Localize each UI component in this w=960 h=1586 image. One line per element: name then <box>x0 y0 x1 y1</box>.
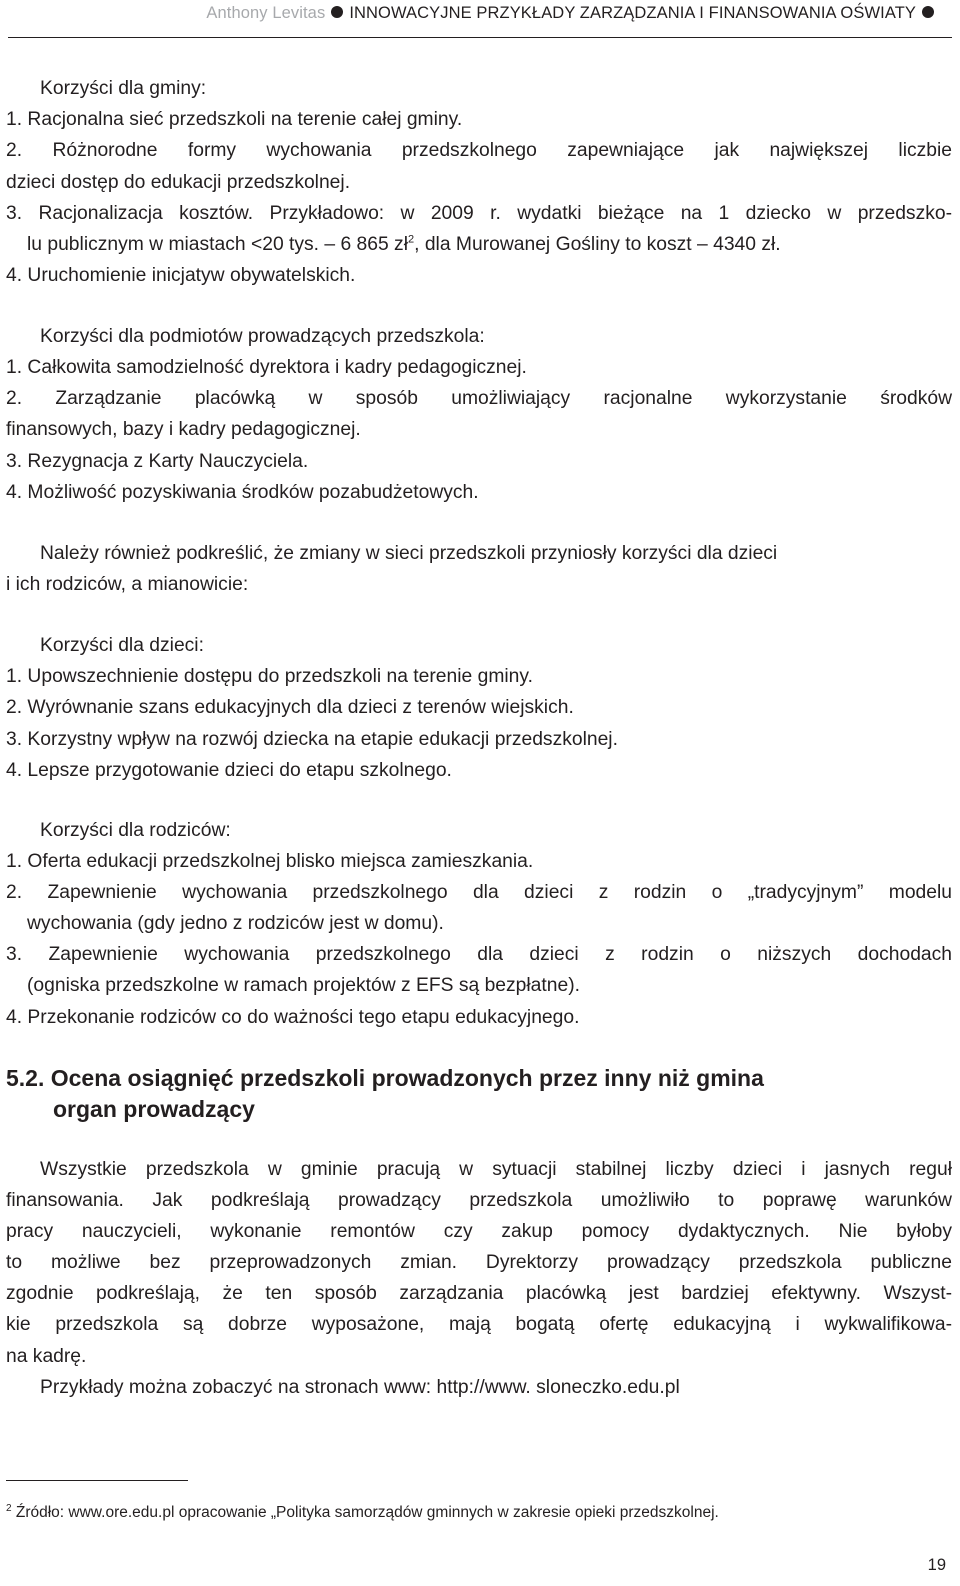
header-author: Anthony Levitas <box>206 4 326 22</box>
footnote-text: Źródło: www.ore.edu.pl opracowanie „Polityka samorządów gminnych w zakresie opieki przedszkolnej. <box>11 1504 719 1521</box>
section-title-line-2: organ prowadzący <box>53 1096 255 1122</box>
dzieci-item-3: 3. Korzystny wpływ na rozwój dziecka na etapie edukacji przedszkolnej. <box>6 729 618 750</box>
rodzice-item-2-line1: 2. Zapewnienie wychowania przedszkolnego dla dzieci z rodzin o „tradycyjnym” modelu <box>6 882 952 903</box>
header-rule <box>8 37 952 38</box>
gmina-item-3-text-b: , dla Murowanej Gośliny to koszt – 4340 zł. <box>414 234 781 255</box>
podmioty-item-2-line1: 2. Zarządzanie placówką w sposób umożliwiający racjonalne wykorzystanie środków <box>6 388 952 409</box>
podmioty-heading: Korzyści dla podmiotów prowadzących przedszkola: <box>40 326 485 347</box>
body-line-2: finansowania. Jak podkreślają prowadzący przedszkola umożliwiło to poprawę warunków <box>6 1190 952 1211</box>
rodzice-item-3-line2: (ogniska przedszkolne w ramach projektów z EFS są bezpłatne). <box>27 975 580 996</box>
gmina-item-4: 4. Uruchomienie inicjatyw obywatelskich. <box>6 265 356 286</box>
dzieci-heading: Korzyści dla dzieci: <box>40 635 204 656</box>
podmioty-item-4: 4. Możliwość pozyskiwania środków pozabudżetowych. <box>6 482 479 503</box>
dzieci-item-1: 1. Upowszechnienie dostępu do przedszkoli na terenie gminy. <box>6 666 533 687</box>
gmina-item-3-line1: 3. Racjonalizacja kosztów. Przykładowo: w 2009 r. wydatki bieżące na 1 dziecko w przedszko- <box>6 203 952 224</box>
rodzice-item-3-line1: 3. Zapewnienie wychowania przedszkolnego dla dzieci z rodzin o niższych dochodach <box>6 944 952 965</box>
body-line-8: Przykłady można zobaczyć na stronach www: http://www. sloneczko.edu.pl <box>40 1377 680 1398</box>
rodzice-item-2-line2: wychowania (gdy jedno z rodziców jest w domu). <box>27 913 444 934</box>
page-number: 19 <box>927 1556 946 1574</box>
gmina-item-2-line1: 2. Różnorodne formy wychowania przedszkolnego zapewniające jak największej liczbie <box>6 140 952 161</box>
body-line-1: Wszystkie przedszkola w gminie pracują w sytuacji stabilnej liczby dzieci i jasnych reguł <box>40 1159 952 1180</box>
footnote-reference: 2 <box>407 233 415 246</box>
footnote <box>6 1504 719 1522</box>
gmina-item-2-line2: dzieci dostęp do edukacji przedszkolnej. <box>6 172 351 193</box>
body-line-4: to możliwe bez przeprowadzonych zmian. Dyrektorzy prowadzący przedszkola publiczne <box>6 1252 952 1273</box>
podmioty-item-2-line2: finansowych, bazy i kadry pedagogicznej. <box>6 419 361 440</box>
section-title-line-1: 5.2. Ocena osiągnięć przedszkoli prowadzonych przez inny niż gmina <box>6 1065 764 1091</box>
dzieci-item-4: 4. Lepsze przygotowanie dzieci do etapu szkolnego. <box>6 760 452 781</box>
body-line-5: zgodnie podkreślają, że ten sposób zarządzania placówką jest bardziej efektywny. Wszyst- <box>6 1283 952 1304</box>
rodzice-heading: Korzyści dla rodziców: <box>40 820 231 841</box>
body-line-7: na kadrę. <box>6 1346 87 1367</box>
gmina-heading: Korzyści dla gminy: <box>40 78 207 99</box>
rodzice-item-4: 4. Przekonanie rodziców co do ważności tego etapu edukacyjnego. <box>6 1007 580 1028</box>
header-title: INNOWACYJNE PRZYKŁADY ZARZĄDZANIA I FINANSOWANIA OŚWIATY <box>349 4 916 22</box>
body-line-6: kie przedszkola są dobrze wyposażone, mają bogatą ofertę edukacyjną i wykwalifikowa- <box>6 1314 952 1335</box>
bullet-dot-icon <box>922 6 934 18</box>
footnote-rule <box>6 1480 188 1481</box>
body-line-3: pracy nauczycieli, wykonanie remontów czy zakup pomocy dydaktycznych. Nie byłoby <box>6 1221 952 1242</box>
gmina-item-3-line2 <box>27 234 781 256</box>
gmina-item-1: 1. Racjonalna sieć przedszkoli na terenie całej gminy. <box>6 109 463 130</box>
intro-line-2: i ich rodziców, a mianowicie: <box>6 574 249 595</box>
footnote-mark: 2 <box>6 1502 12 1514</box>
podmioty-item-3: 3. Rezygnacja z Karty Nauczyciela. <box>6 451 309 472</box>
header-text <box>206 4 940 23</box>
running-header <box>0 0 960 30</box>
intro-line-1: Należy również podkreślić, że zmiany w sieci przedszkoli przyniosły korzyści dla dzieci <box>40 543 778 564</box>
bullet-dot-icon <box>331 6 343 18</box>
dzieci-item-2: 2. Wyrównanie szans edukacyjnych dla dzieci z terenów wiejskich. <box>6 697 574 718</box>
gmina-item-3-text-a: lu publicznym w miastach <20 tys. – 6 865 zł <box>27 234 408 255</box>
podmioty-item-1: 1. Całkowita samodzielność dyrektora i kadry pedagogicznej. <box>6 357 527 378</box>
rodzice-item-1: 1. Oferta edukacji przedszkolnej blisko miejsca zamieszkania. <box>6 851 534 872</box>
